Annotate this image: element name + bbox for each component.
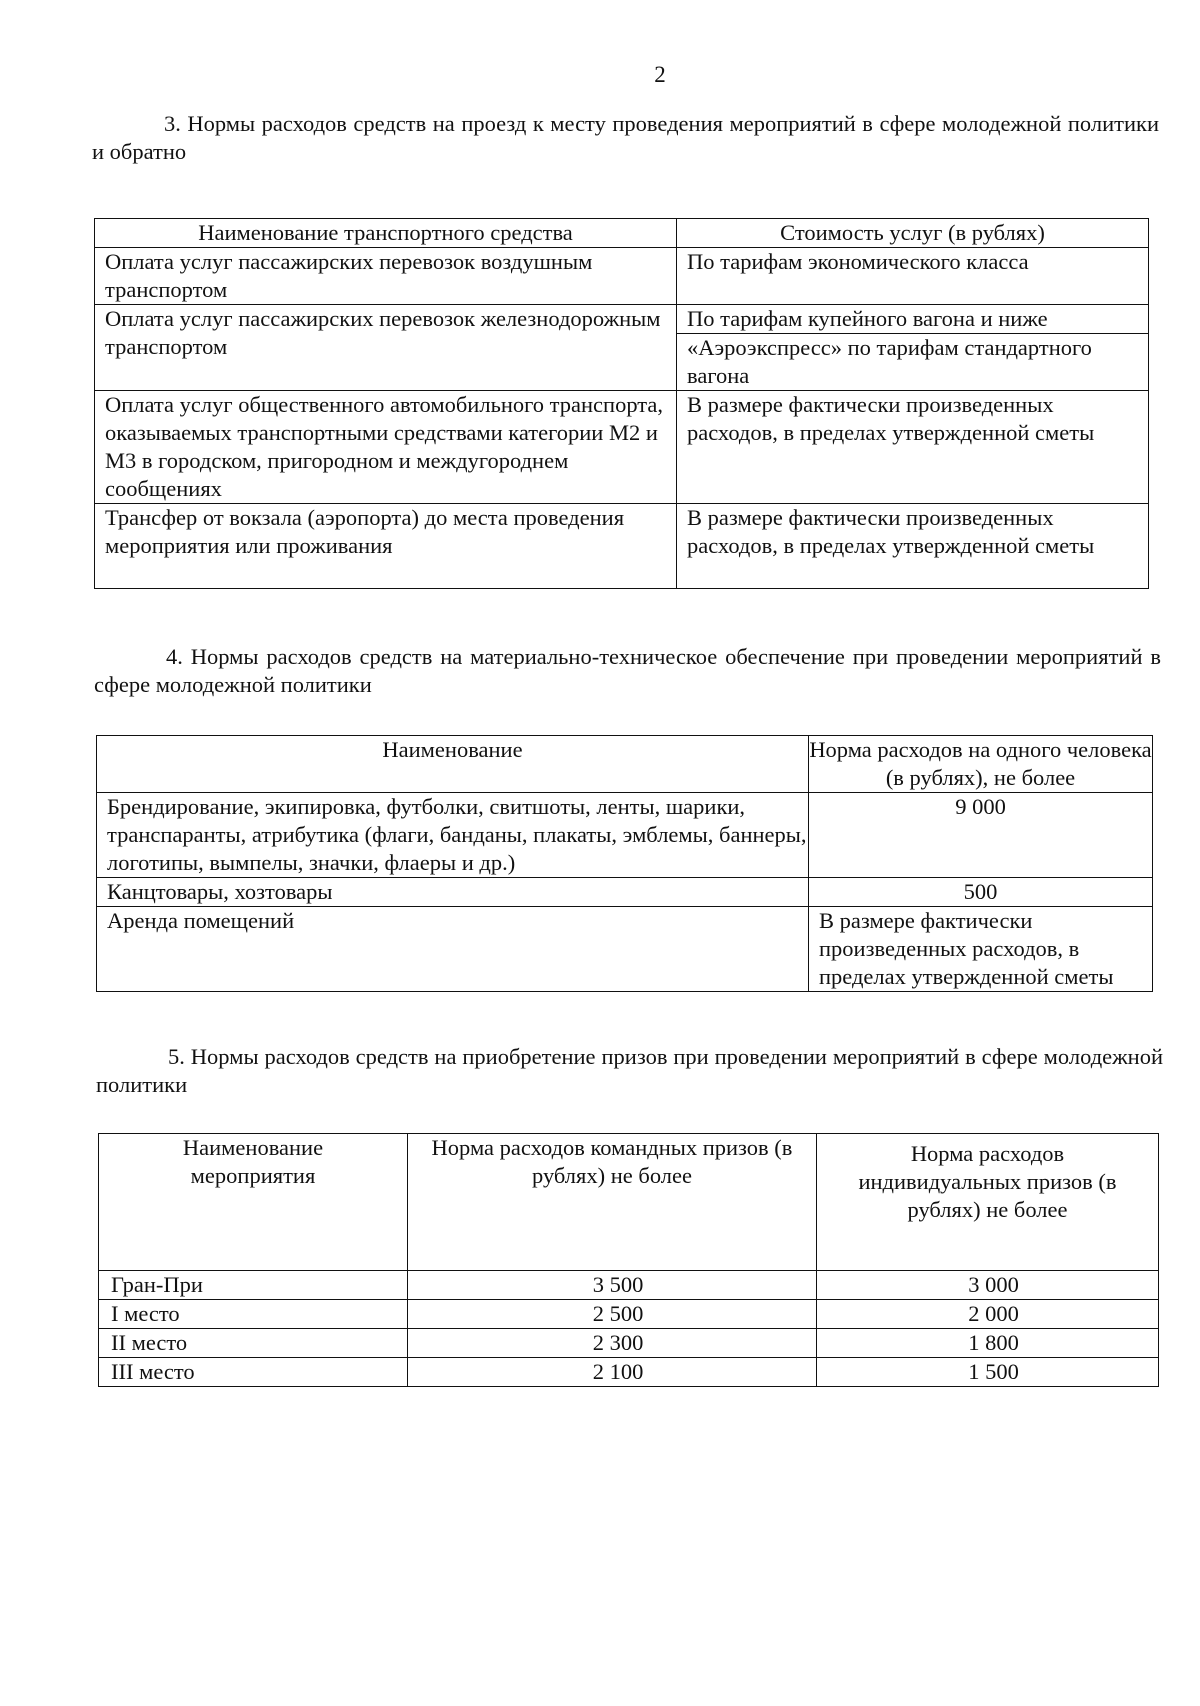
table-cell: 3 500 <box>408 1271 817 1300</box>
table-row <box>97 878 1153 907</box>
table-cell: По тарифам экономического класса <box>677 248 1149 305</box>
table-cell: 1 500 <box>817 1358 1159 1387</box>
table-cell: I место <box>99 1300 408 1329</box>
column-header: Норма расходов индивидуальных призов (в рублях) не более <box>817 1134 1159 1271</box>
table-cell: 2 300 <box>408 1329 817 1358</box>
table-row <box>99 1329 1159 1358</box>
table-cell: «Аэроэкспресс» по тарифам стандартного вагона <box>677 334 1149 391</box>
column-header: Наименование мероприятия <box>99 1134 408 1271</box>
table-cell: Канцтовары, хозтовары <box>97 878 809 907</box>
table-row <box>99 1358 1159 1387</box>
table-cell: III место <box>99 1358 408 1387</box>
table-cell: II место <box>99 1329 408 1358</box>
table-cell: Трансфер от вокзала (аэропорта) до места проведения мероприятия или проживания <box>95 504 677 589</box>
column-header: Наименование <box>97 736 809 793</box>
table-row <box>99 1300 1159 1329</box>
table-cell: Гран-При <box>99 1271 408 1300</box>
table-row <box>95 504 1149 589</box>
column-header: Наименование транспортного средства <box>95 219 677 248</box>
table-cell: В размере фактически произведенных расходов, в пределах утвержденной сметы <box>677 504 1149 589</box>
table-cell: Аренда помещений <box>97 907 809 992</box>
section-5-heading: 5. Нормы расходов средств на приобретение призов при проведении мероприятий в сфере молодежной политики <box>96 1044 1163 1097</box>
section-3-heading: 3. Нормы расходов средств на проезд к месту проведения мероприятий в сфере молодежной политики и обратно <box>92 111 1159 164</box>
table-cell: Оплата услуг пассажирских перевозок железнодорожным транспортом <box>95 305 677 391</box>
table-header-row <box>97 736 1153 793</box>
prizes-table <box>98 1133 1159 1387</box>
table-cell: 2 000 <box>817 1300 1159 1329</box>
material-supply-table <box>96 735 1153 992</box>
table-row <box>97 907 1153 992</box>
table-row <box>95 248 1149 305</box>
table-cell: В размере фактически произведенных расходов, в пределах утвержденной сметы <box>677 391 1149 504</box>
table-row <box>97 793 1153 878</box>
table-cell: 500 <box>809 878 1153 907</box>
table-row <box>95 305 1149 334</box>
table-cell: Оплата услуг пассажирских перевозок воздушным транспортом <box>95 248 677 305</box>
table-cell: 9 000 <box>809 793 1153 878</box>
section-4-heading: 4. Нормы расходов средств на материально-техническое обеспечение при проведении мероприятий в сфере молодежной политики <box>94 644 1161 697</box>
table-cell: Брендирование, экипировка, футболки, свитшоты, ленты, шарики, транспаранты, атрибутика (флаги, банданы, плакаты, эмблемы, баннеры, логотипы, вымпелы, значки, флаеры и др.) <box>97 793 809 878</box>
column-header: Стоимость услуг (в рублях) <box>677 219 1149 248</box>
table-cell: 2 100 <box>408 1358 817 1387</box>
table-cell: Оплата услуг общественного автомобильного транспорта, оказываемых транспортными средствами категории М2 и М3 в городском, пригородном и междугороднем сообщениях <box>95 391 677 504</box>
column-header: Норма расходов командных призов (в рублях) не более <box>408 1134 817 1271</box>
table-header-row <box>95 219 1149 248</box>
page-number: 2 <box>654 62 666 87</box>
table-cell: В размере фактически произведенных расходов, в пределах утвержденной сметы <box>809 907 1153 992</box>
column-header: Норма расходов на одного человека (в рублях), не более <box>809 736 1153 793</box>
table-row <box>95 391 1149 504</box>
transport-costs-table <box>94 218 1149 589</box>
table-cell: 1 800 <box>817 1329 1159 1358</box>
table-row <box>99 1271 1159 1300</box>
table-header-row <box>99 1134 1159 1271</box>
table-cell: 2 500 <box>408 1300 817 1329</box>
table-cell: 3 000 <box>817 1271 1159 1300</box>
table-cell: По тарифам купейного вагона и ниже <box>677 305 1149 334</box>
